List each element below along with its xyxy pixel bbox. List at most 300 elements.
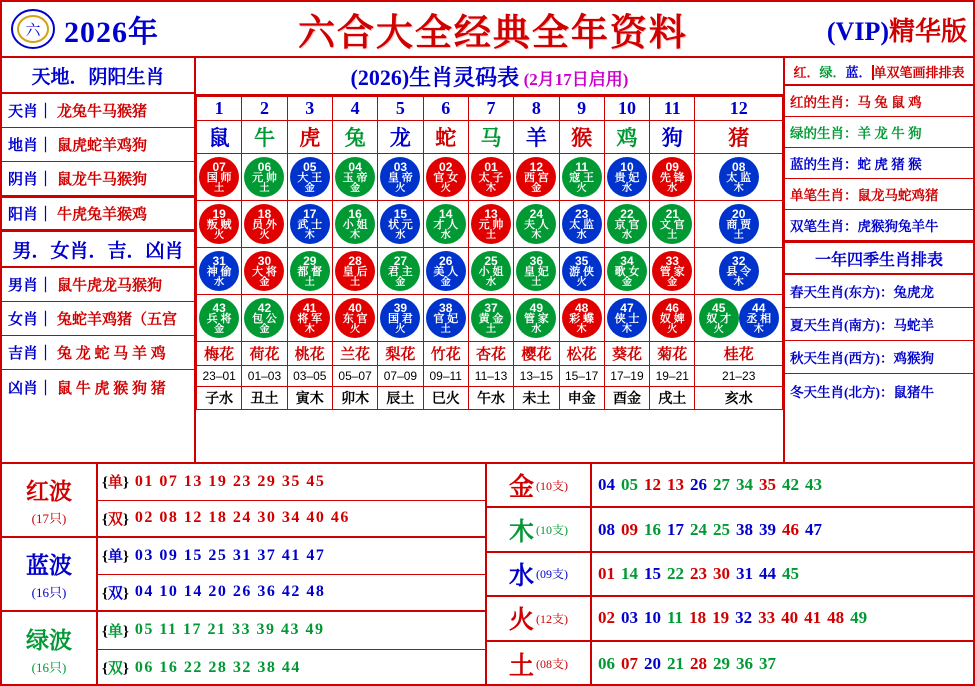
- hour-range-cell: 01–03: [242, 366, 287, 387]
- wave-label: [2, 538, 98, 610]
- number-ball[interactable]: 08 太 监 木: [719, 157, 759, 197]
- element-number[interactable]: 06: [598, 653, 615, 673]
- zodiac-code-table: [196, 96, 783, 410]
- right-row-key: 红的生肖：: [790, 95, 858, 110]
- ball-cell[interactable]: [378, 295, 423, 342]
- number-ball[interactable]: 26 美 人 金: [426, 251, 466, 291]
- number-ball[interactable]: 43 兵 将 金: [199, 298, 239, 338]
- title-part-green: 绿．: [819, 65, 846, 80]
- hour-range-cell: 11–13: [468, 366, 513, 387]
- element-row: [487, 464, 973, 508]
- element-numbers: [592, 520, 973, 540]
- element-number[interactable]: 39: [759, 519, 776, 539]
- ball-cell[interactable]: [604, 154, 649, 201]
- column-number: 11: [650, 97, 695, 121]
- zodiac-cell: 牛: [242, 121, 287, 154]
- number-ball[interactable]: 01 太 子 木: [471, 157, 511, 197]
- number-ball[interactable]: 34 歌 女 金: [607, 251, 647, 291]
- column-number: 1: [197, 97, 242, 121]
- zodiac-cell: 猴: [559, 121, 604, 154]
- element-numbers: [592, 564, 973, 584]
- ball-cell[interactable]: [287, 248, 332, 295]
- column-number: 4: [332, 97, 377, 121]
- page-header: [2, 2, 973, 58]
- flower-cell: 梨花: [378, 342, 423, 366]
- number-ball[interactable]: 33 管 家 金: [652, 251, 692, 291]
- element-number[interactable]: 28: [690, 653, 707, 673]
- element-number[interactable]: 27: [713, 475, 730, 495]
- ball-cell[interactable]: [287, 295, 332, 342]
- title-part-rest: 单双笔画排排表: [873, 65, 965, 80]
- element-number[interactable]: 49: [850, 608, 868, 628]
- hour-range-cell: 05–07: [332, 366, 377, 387]
- brand-logo-icon: [2, 6, 64, 52]
- ball-cell[interactable]: [332, 248, 377, 295]
- hour-range-cell: 03–05: [287, 366, 332, 387]
- column-number: 2: [242, 97, 287, 121]
- element-number[interactable]: 05: [621, 475, 638, 495]
- ball-cell[interactable]: [695, 201, 783, 248]
- number-ball[interactable]: 25 小 姐 水: [471, 251, 511, 291]
- stem-branch-row: [197, 387, 783, 410]
- wave-parity-tag: {双}: [102, 511, 129, 528]
- ball-cell[interactable]: [514, 248, 559, 295]
- left-panel: [2, 58, 196, 462]
- element-number[interactable]: 34: [736, 475, 753, 495]
- left-section-title-2: 男．女肖．吉．凶肖: [2, 230, 194, 268]
- season-row: 冬天生肖(北方)：鼠猪牛: [790, 384, 934, 400]
- ball-cell[interactable]: [242, 295, 287, 342]
- ball-cell[interactable]: [559, 154, 604, 201]
- wave-number-sequence: 02 08 12 18 24 30 34 40 46: [134, 509, 350, 527]
- number-ball[interactable]: 11 寇 王 火: [562, 157, 602, 197]
- number-ball[interactable]: 16 小 姐 木: [335, 204, 375, 244]
- ball-row: [197, 201, 783, 248]
- ball-cell[interactable]: [559, 248, 604, 295]
- ball-cell[interactable]: [650, 201, 695, 248]
- element-number[interactable]: 29: [713, 653, 730, 673]
- element-count: (08支): [536, 657, 568, 672]
- zodiac-cell: 鼠: [197, 121, 242, 154]
- element-number[interactable]: 08: [598, 519, 615, 539]
- row-key: 天肖｜: [8, 104, 54, 120]
- hour-range-cell: 13–15: [514, 366, 559, 387]
- zodiac-cell: 狗: [650, 121, 695, 154]
- row-key: 阳肖｜: [8, 207, 54, 223]
- zodiac-cell: 鸡: [604, 121, 649, 154]
- number-ball[interactable]: 18 员 外 火: [244, 204, 284, 244]
- column-number: 3: [287, 97, 332, 121]
- element-number[interactable]: 22: [667, 563, 684, 583]
- row-value: 鼠牛虎龙马猴狗: [57, 278, 163, 294]
- element-row: [487, 553, 973, 597]
- element-number[interactable]: 21: [667, 653, 684, 673]
- hour-range-cell: 09–11: [423, 366, 468, 387]
- element-number[interactable]: 31: [736, 563, 753, 583]
- ball-cell[interactable]: [197, 154, 242, 201]
- ball-cell[interactable]: [468, 201, 513, 248]
- element-number[interactable]: 01: [598, 563, 615, 583]
- ball-cell[interactable]: [423, 295, 468, 342]
- wave-parity-tag: {双}: [102, 661, 129, 678]
- row-key: 吉肖｜: [8, 346, 54, 362]
- ball-cell[interactable]: [378, 154, 423, 201]
- wave-label: [2, 464, 98, 536]
- element-number[interactable]: 48: [827, 608, 845, 628]
- ball-cell[interactable]: [332, 295, 377, 342]
- season-row: 秋天生肖(西方)：鸡猴狗: [785, 341, 973, 374]
- wave-numbers: [98, 538, 485, 610]
- number-ball[interactable]: 24 夫 人 木: [516, 204, 556, 244]
- hour-range-cell: 21–23: [695, 366, 783, 387]
- wave-group: [2, 464, 485, 538]
- element-number[interactable]: 30: [713, 563, 730, 583]
- element-name: 水: [508, 562, 534, 590]
- element-number[interactable]: 37: [759, 653, 776, 673]
- left-row: [2, 302, 194, 336]
- element-row: [487, 597, 973, 641]
- ball-cell[interactable]: [287, 201, 332, 248]
- number-ball[interactable]: 13 元 帅 土: [471, 204, 511, 244]
- ball-cell[interactable]: [423, 248, 468, 295]
- number-ball[interactable]: 37 黄 金 土: [471, 298, 511, 338]
- center-panel: [196, 58, 785, 462]
- row-key: 地肖｜: [8, 138, 54, 154]
- wave-name: 绿波: [26, 628, 72, 653]
- element-number[interactable]: 03: [621, 608, 638, 628]
- element-number[interactable]: 36: [736, 653, 753, 673]
- column-number: 10: [604, 97, 649, 121]
- number-ball[interactable]: 46 奴 婢 火: [652, 298, 692, 338]
- number-ball[interactable]: 29 都 督 土: [290, 251, 330, 291]
- left-row: [2, 128, 194, 162]
- number-ball[interactable]: 22 京 官 水: [607, 204, 647, 244]
- number-ball[interactable]: 41 将 军 木: [290, 298, 330, 338]
- number-ball[interactable]: 03 皇 帝 火: [380, 157, 420, 197]
- row-value: 牛虎兔羊猴鸡: [57, 207, 148, 223]
- number-ball[interactable]: 42 包 公 金: [244, 298, 284, 338]
- stem-branch-cell: 未土: [514, 387, 559, 410]
- right-section-title: [785, 58, 973, 86]
- wave-table: [2, 464, 487, 684]
- number-ball[interactable]: 38 官 妃 土: [426, 298, 466, 338]
- zodiac-cell: 龙: [378, 121, 423, 154]
- column-number: 7: [468, 97, 513, 121]
- element-number[interactable]: 32: [735, 608, 753, 628]
- stem-branch-cell: 卯木: [332, 387, 377, 410]
- element-label: [487, 597, 592, 639]
- flower-cell: 杏花: [468, 342, 513, 366]
- flower-cell: 梅花: [197, 342, 242, 366]
- number-ball[interactable]: 23 太 监 水: [562, 204, 602, 244]
- element-number[interactable]: 18: [689, 608, 707, 628]
- row-value: 龙兔牛马猴猪: [57, 104, 148, 120]
- ball-cell[interactable]: [650, 154, 695, 201]
- ball-cell[interactable]: [650, 295, 695, 342]
- element-number[interactable]: 13: [667, 475, 684, 495]
- number-ball[interactable]: 28 皇 后 土: [335, 251, 375, 291]
- element-label: [487, 553, 592, 595]
- number-ball[interactable]: 48 彩 蝶 木: [562, 298, 602, 338]
- element-number[interactable]: 04: [598, 475, 615, 495]
- right-row-value: 马 兔 鼠 鸡: [857, 95, 922, 110]
- element-number[interactable]: 41: [804, 608, 822, 628]
- element-count: (10支): [536, 478, 568, 493]
- zodiac-cell: 虎: [287, 121, 332, 154]
- wave-line: [98, 501, 485, 537]
- right-row-key: 绿的生肖：: [790, 126, 858, 141]
- element-count: (10支): [536, 523, 568, 538]
- ball-cell[interactable]: [332, 201, 377, 248]
- row-value: 兔 龙 蛇 马 羊 鸡: [57, 346, 166, 362]
- column-number: 5: [378, 97, 423, 121]
- number-ball[interactable]: 15 状 元 水: [380, 204, 420, 244]
- element-number[interactable]: 16: [644, 519, 661, 539]
- hour-range-row: [197, 366, 783, 387]
- element-number[interactable]: 12: [644, 475, 661, 495]
- edition-label: 精华版: [888, 16, 967, 46]
- element-name: 土: [508, 652, 534, 680]
- ball-cell[interactable]: [197, 201, 242, 248]
- row-value: 鼠虎蛇羊鸡狗: [57, 138, 148, 154]
- number-ball[interactable]: 12 西 宫 金: [516, 157, 556, 197]
- element-name: 木: [508, 518, 534, 546]
- ball-cell[interactable]: [423, 201, 468, 248]
- element-number[interactable]: 46: [782, 519, 799, 539]
- number-ball[interactable]: 02 官 女 火: [426, 157, 466, 197]
- wave-line: [98, 612, 485, 650]
- title-part-blue: 蓝．: [845, 65, 872, 80]
- element-number[interactable]: 15: [644, 563, 661, 583]
- stem-branch-cell: 亥水: [695, 387, 783, 410]
- element-number[interactable]: 23: [690, 563, 707, 583]
- flower-cell: 葵花: [604, 342, 649, 366]
- element-number[interactable]: 26: [690, 475, 707, 495]
- page-title: 六合大全经典全年资料: [297, 13, 688, 54]
- wave-number-sequence: 03 09 15 25 31 37 41 47: [134, 546, 326, 564]
- right-row: [785, 86, 973, 117]
- flower-cell: 桂花: [695, 342, 783, 366]
- wave-group: [2, 538, 485, 612]
- element-number[interactable]: 45: [782, 563, 799, 583]
- ball-cell[interactable]: [287, 154, 332, 201]
- left-row: [2, 370, 194, 404]
- flower-cell: 兰花: [332, 342, 377, 366]
- row-key: 阴肖｜: [8, 172, 54, 188]
- season-row: 春天生肖(东方)：兔虎龙: [785, 275, 973, 308]
- column-number: 8: [514, 97, 559, 121]
- ball-cell[interactable]: [242, 201, 287, 248]
- element-numbers: [592, 475, 973, 495]
- zodiac-table-title-note: (2月17日启用): [523, 70, 629, 89]
- ball-cell[interactable]: [604, 248, 649, 295]
- right-row: [785, 148, 973, 179]
- ball-cell[interactable]: [604, 295, 649, 342]
- flower-row: [197, 342, 783, 366]
- ball-row: [197, 154, 783, 201]
- row-key: 凶肖｜: [8, 380, 54, 397]
- column-number: 9: [559, 97, 604, 121]
- ball-cell[interactable]: [514, 295, 559, 342]
- zodiac-cell: 羊: [514, 121, 559, 154]
- number-ball[interactable]: 06 元 帅 土: [244, 157, 284, 197]
- number-ball[interactable]: 32 县 令 木: [719, 251, 759, 291]
- element-number[interactable]: 19: [712, 608, 730, 628]
- wave-number-sequence: 06 16 22 28 32 38 44: [134, 658, 301, 676]
- ball-cell[interactable]: [242, 248, 287, 295]
- wave-numbers: [98, 464, 485, 536]
- wave-number-sequence: 05 11 17 21 33 39 43 49: [134, 621, 325, 639]
- wave-parity-tag: {单}: [102, 475, 129, 492]
- element-number[interactable]: 33: [758, 608, 776, 628]
- number-ball[interactable]: 09 先 锋 水: [652, 157, 692, 197]
- number-ball[interactable]: 47 侠 士 木: [607, 298, 647, 338]
- number-ball[interactable]: 45 奴 才 火: [699, 298, 739, 338]
- bottom-section: [2, 462, 973, 684]
- element-number[interactable]: 47: [805, 519, 822, 539]
- zodiac-cell: 蛇: [423, 121, 468, 154]
- hour-range-cell: 07–09: [378, 366, 423, 387]
- wave-parity-tag: {双}: [102, 585, 129, 602]
- row-value: 兔蛇羊鸡猪（五宫: [57, 312, 178, 328]
- element-number[interactable]: 17: [667, 519, 684, 539]
- left-section-title-1: 天地．阴阳生肖: [2, 58, 194, 94]
- flower-cell: 荷花: [242, 342, 287, 366]
- right-row: [785, 210, 973, 241]
- stem-branch-cell: 巳火: [423, 387, 468, 410]
- element-number[interactable]: 25: [713, 519, 730, 539]
- stem-branch-cell: 戌土: [650, 387, 695, 410]
- element-number[interactable]: 11: [667, 608, 684, 628]
- left-row: [2, 268, 194, 302]
- number-ball[interactable]: 10 贵 妃 水: [607, 157, 647, 197]
- flower-cell: 桃花: [287, 342, 332, 366]
- stem-branch-cell: 丑土: [242, 387, 287, 410]
- wave-count: (16只): [31, 585, 67, 600]
- wave-line: [98, 650, 485, 686]
- ball-cell[interactable]: [197, 295, 242, 342]
- season-row: 夏天生肖(南方)：马蛇羊: [785, 308, 973, 341]
- zodiac-cell: 马: [468, 121, 513, 154]
- ball-row: [197, 295, 783, 342]
- right-row: [785, 179, 973, 210]
- ball-cell[interactable]: [559, 295, 604, 342]
- wave-number-sequence: 01 07 13 19 23 29 35 45: [134, 472, 326, 490]
- element-number[interactable]: 09: [621, 519, 638, 539]
- wave-numbers: [98, 612, 485, 686]
- wave-name: 蓝波: [26, 553, 72, 578]
- number-ball[interactable]: 31 神 偷 水: [199, 251, 239, 291]
- wave-line: [98, 464, 485, 501]
- element-name: 火: [508, 607, 534, 635]
- season-section-title: 一年四季生肖排表: [785, 241, 973, 275]
- number-ball[interactable]: 49 管 家 水: [516, 298, 556, 338]
- element-count: (09支): [536, 567, 568, 582]
- number-ball[interactable]: 17 武 士 木: [290, 204, 330, 244]
- svg-text:六: 六: [25, 23, 41, 39]
- number-ball[interactable]: 21 文 官 土: [652, 204, 692, 244]
- year-label: 2026年: [64, 16, 159, 49]
- number-ball[interactable]: 30 大 将 金: [244, 251, 284, 291]
- number-ball[interactable]: 19 叛 贼 火: [199, 204, 239, 244]
- element-number[interactable]: 07: [621, 653, 638, 673]
- element-number[interactable]: 38: [736, 519, 753, 539]
- number-ball[interactable]: 14 才 人 水: [426, 204, 466, 244]
- number-ball[interactable]: 35 游 侠 火: [562, 251, 602, 291]
- ball-cell[interactable]: [468, 154, 513, 201]
- ball-cell[interactable]: [650, 248, 695, 295]
- ball-cell[interactable]: [378, 248, 423, 295]
- number-ball[interactable]: 07 国 师 土: [199, 157, 239, 197]
- ball-cell[interactable]: [197, 248, 242, 295]
- hour-range-cell: 17–19: [604, 366, 649, 387]
- wave-count: (16只): [31, 660, 67, 675]
- element-row: [487, 508, 973, 552]
- element-label: [487, 464, 592, 506]
- ball-cell[interactable]: [514, 154, 559, 201]
- vip-tag: (VIP): [826, 16, 889, 46]
- number-ball[interactable]: 05 大 王 金: [290, 157, 330, 197]
- ball-cell[interactable]: [604, 201, 649, 248]
- element-row: [487, 642, 973, 686]
- element-number[interactable]: 43: [805, 475, 822, 495]
- ball-cell[interactable]: [242, 154, 287, 201]
- ball-cell[interactable]: [468, 248, 513, 295]
- ball-cell[interactable]: [695, 295, 783, 342]
- ball-cell[interactable]: [332, 154, 377, 201]
- ball-cell[interactable]: [695, 248, 783, 295]
- ball-cell[interactable]: [559, 201, 604, 248]
- element-number[interactable]: 10: [644, 608, 661, 628]
- number-ball[interactable]: 20 商 贾 土: [719, 204, 759, 244]
- number-ball[interactable]: 04 玉 帝 金: [335, 157, 375, 197]
- left-row: [2, 196, 194, 230]
- element-number[interactable]: 42: [782, 475, 799, 495]
- element-number[interactable]: 35: [759, 475, 776, 495]
- edition-badge: [827, 11, 973, 48]
- ball-cell[interactable]: [468, 295, 513, 342]
- stem-branch-cell: 辰土: [378, 387, 423, 410]
- element-number[interactable]: 14: [621, 563, 638, 583]
- right-row-key: 单笔生肖：: [790, 188, 858, 203]
- ball-cell[interactable]: [423, 154, 468, 201]
- number-ball[interactable]: 40 东 官 火: [335, 298, 375, 338]
- flower-cell: 樱花: [514, 342, 559, 366]
- element-table: [487, 464, 973, 684]
- zodiac-cell: 兔: [332, 121, 377, 154]
- ball-cell[interactable]: [695, 154, 783, 201]
- wave-name: 红波: [26, 479, 72, 504]
- row-value: 鼠 牛 虎 猴 狗 猪: [57, 380, 166, 397]
- element-numbers: [592, 608, 973, 628]
- stem-branch-cell: 午水: [468, 387, 513, 410]
- element-number[interactable]: 20: [644, 653, 661, 673]
- ball-cell[interactable]: [514, 201, 559, 248]
- ball-cell[interactable]: [378, 201, 423, 248]
- element-number[interactable]: 24: [690, 519, 707, 539]
- number-ball[interactable]: 39 国 君 火: [380, 298, 420, 338]
- element-number[interactable]: 44: [759, 563, 776, 583]
- number-ball[interactable]: 36 皇 妃 土: [516, 251, 556, 291]
- element-count: (12支): [536, 611, 568, 626]
- element-number[interactable]: 40: [781, 608, 799, 628]
- wave-label: [2, 612, 98, 686]
- number-ball[interactable]: 27 君 主 金: [380, 251, 420, 291]
- wave-parity-tag: {单}: [102, 623, 129, 640]
- number-ball[interactable]: 44 丞 相 木: [739, 298, 779, 338]
- element-number[interactable]: 02: [598, 608, 615, 628]
- zodiac-table-title-main: (2026)生肖灵码表: [350, 65, 520, 90]
